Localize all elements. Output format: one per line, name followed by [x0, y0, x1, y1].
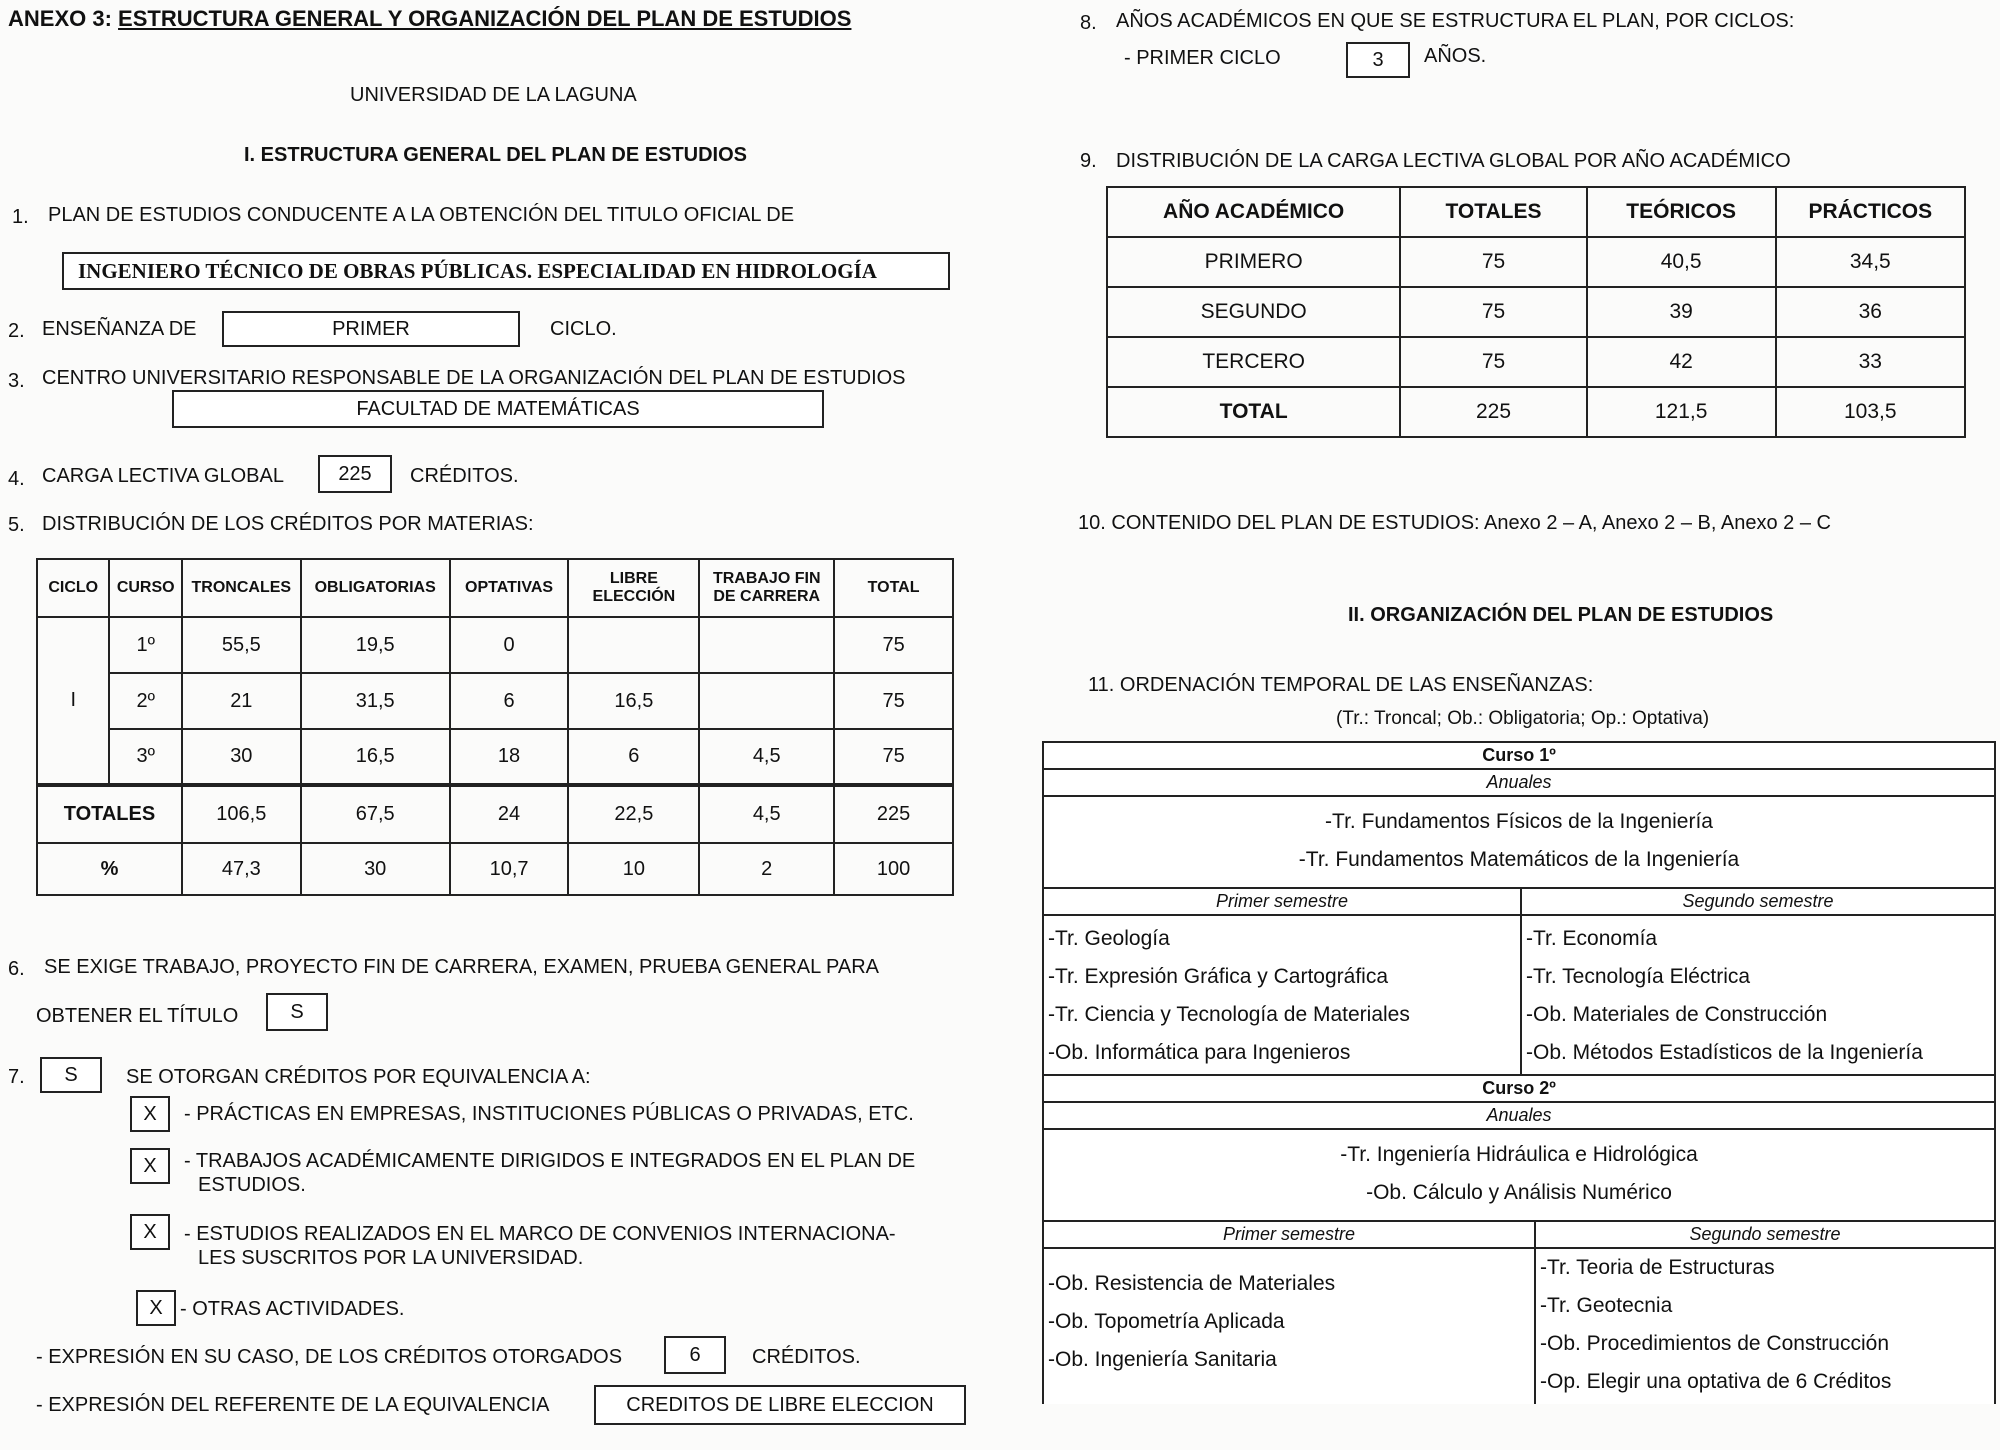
degree-title-box: INGENIERO TÉCNICO DE OBRAS PÚBLICAS. ESPECIALIDAD EN HIDROLOGÍA [62, 252, 950, 290]
table-row: PRIMERO 75 40,5 34,5 [1107, 237, 1965, 287]
list-item: -Ob. Resistencia de Materiales [1048, 1272, 1336, 1295]
curso-1-title: Curso 1º [1044, 743, 1994, 770]
ciclo-cell: I [37, 617, 109, 785]
curso-2-title: Curso 2º [1044, 1076, 1994, 1103]
ciclo-box: PRIMER [222, 311, 520, 347]
curso-2-anuales [1044, 1130, 1994, 1222]
item-4-number: 4. [8, 468, 25, 490]
list-item: -Tr. Ciencia y Tecnología de Materiales [1048, 1003, 1410, 1026]
list-item: -Tr. Ingeniería Hidráulica e Hidrológica [1340, 1143, 1698, 1166]
col-curso: CURSO [109, 559, 181, 617]
item-10-value: Anexo 2 – A, Anexo 2 – B, Anexo 2 – C [1484, 512, 1831, 534]
practicas-checkbox[interactable]: X [130, 1096, 170, 1132]
col-libre-eleccion: LIBRE ELECCIÓN [568, 559, 699, 617]
list-item: -Tr. Fundamentos Matemáticos de la Ingeniería [1298, 848, 1740, 871]
section-2-title: II. ORGANIZACIÓN DEL PLAN DE ESTUDIOS [1348, 604, 1774, 626]
referente-box: CREDITOS DE LIBRE ELECCION [594, 1385, 966, 1425]
list-item: -Tr. Tecnología Eléctrica [1526, 965, 1751, 988]
item-8-number: 8. [1080, 12, 1097, 34]
table-row: 3º 30 16,5 18 6 4,5 75 [37, 729, 953, 785]
table-row: I 1º 55,5 19,5 0 75 [37, 617, 953, 673]
trabajos-label: - TRABAJOS ACADÉMICAMENTE DIRIGIDOS E INTEGRADOS EN EL PLAN DE [184, 1150, 916, 1172]
list-item: -Tr. Teoria de Estructuras [1540, 1256, 1775, 1279]
convenios-checkbox[interactable]: X [130, 1214, 170, 1250]
col-optativas: OPTATIVAS [450, 559, 569, 617]
item-9-number: 9. [1080, 150, 1097, 172]
list-item: -Tr. Geotecnia [1540, 1294, 1673, 1317]
item-6-label: SE EXIGE TRABAJO, PROYECTO FIN DE CARRERA, EXAMEN, PRUEBA GENERAL PARA [44, 956, 880, 978]
item-3-label: CENTRO UNIVERSITARIO RESPONSABLE DE LA ORGANIZACIÓN DEL PLAN DE ESTUDIOS [42, 367, 906, 389]
item-10-number: 10. [1078, 512, 1106, 534]
item-8-sub: - PRIMER CICLO [1124, 47, 1281, 69]
anos-box: 3 [1346, 42, 1410, 78]
list-item: -Ob. Informática para Ingenieros [1048, 1041, 1351, 1064]
university-name: UNIVERSIDAD DE LA LAGUNA [350, 84, 637, 106]
otras-checkbox[interactable]: X [136, 1290, 176, 1326]
curso-1-sem1-label: Primer semestre [1044, 889, 1520, 916]
item-7-label: SE OTORGAN CRÉDITOS POR EQUIVALENCIA A: [126, 1066, 591, 1088]
totales-row: TOTALES 106,5 67,5 24 22,5 4,5 225 [37, 785, 953, 843]
table-row: SEGUNDO 75 39 36 [1107, 287, 1965, 337]
list-item: -Ob. Materiales de Construcción [1526, 1003, 1828, 1026]
item-6-label-2: OBTENER EL TÍTULO [36, 1005, 239, 1027]
percent-row: % 47,3 30 10,7 10 2 100 [37, 843, 953, 895]
item-1-label: PLAN DE ESTUDIOS CONDUCENTE A LA OBTENCIÓN DEL TITULO OFICIAL DE [48, 204, 795, 226]
table-row: TERCERO 75 42 33 [1107, 337, 1965, 387]
equivalencia-box: S [40, 1057, 102, 1093]
item-11-legend: (Tr.: Troncal; Ob.: Obligatoria; Op.: Optativa) [1336, 708, 1710, 729]
col-trabajo-fin: TRABAJO FIN DE CARRERA [699, 559, 834, 617]
list-item: -Tr. Economía [1526, 927, 1658, 950]
anexo-title: ESTRUCTURA GENERAL Y ORGANIZACIÓN DEL PLAN DE ESTUDIOS [118, 6, 852, 31]
item-4-label: CARGA LECTIVA GLOBAL [42, 465, 284, 487]
item-11-label: 11. ORDENACIÓN TEMPORAL DE LAS ENSEÑANZAS: [1088, 674, 1594, 696]
list-item: -Ob. Ingeniería Sanitaria [1048, 1348, 1277, 1371]
carga-lectiva-box: 225 [318, 455, 392, 493]
col-ciclo: CICLO [37, 559, 109, 617]
table-header-row [37, 559, 953, 617]
convenios-label-2: LES SUSCRITOS POR LA UNIVERSIDAD. [198, 1247, 584, 1269]
list-item: -Tr. Fundamentos Físicos de la Ingeniería [1325, 810, 1713, 833]
list-item: -Op. Elegir una optativa de 6 Créditos [1540, 1370, 1892, 1393]
titulo-requisito-box: S [266, 993, 328, 1031]
item-1-number: 1. [12, 206, 29, 228]
list-item: -Ob. Procedimientos de Construcción [1540, 1332, 1889, 1355]
item-8-suffix: AÑOS. [1424, 45, 1487, 67]
table-header-row: AÑO ACADÉMICO TOTALES TEÓRICOS PRÁCTICOS [1107, 187, 1965, 237]
item-7-number: 7. [8, 1066, 25, 1088]
item-10-label: CONTENIDO DEL PLAN DE ESTUDIOS: [1111, 512, 1480, 534]
col-troncales: TRONCALES [182, 559, 301, 617]
item-6-number: 6. [8, 958, 25, 980]
curso-1-anuales [1044, 797, 1994, 889]
col-total: TOTAL [834, 559, 953, 617]
list-item: -Tr. Expresión Gráfica y Cartográfica [1048, 965, 1388, 988]
section-1-title: I. ESTRUCTURA GENERAL DEL PLAN DE ESTUDIOS [244, 144, 748, 166]
item-5-label: DISTRIBUCIÓN DE LOS CRÉDITOS POR MATERIAS: [42, 513, 534, 535]
carga-anual-table [1106, 186, 1966, 438]
item-9-label: DISTRIBUCIÓN DE LA CARGA LECTIVA GLOBAL POR AÑO ACADÉMICO [1116, 150, 1791, 172]
curso-2-sem2-label: Segundo semestre [1536, 1222, 1994, 1249]
total-row: TOTAL 225 121,5 103,5 [1107, 387, 1965, 437]
convenios-label: - ESTUDIOS REALIZADOS EN EL MARCO DE CONVENIOS INTERNACIONA- [184, 1223, 896, 1245]
trabajos-label-2: ESTUDIOS. [198, 1174, 306, 1196]
item-3-number: 3. [8, 370, 25, 392]
list-item: -Ob. Topometría Aplicada [1048, 1310, 1285, 1333]
item-4-suffix: CRÉDITOS. [410, 465, 519, 487]
item-2-label: ENSEÑANZA DE [42, 318, 197, 340]
curso-1-semestres [1044, 889, 1994, 1076]
expr-creditos-suffix: CRÉDITOS. [752, 1346, 861, 1368]
curso-2-semestres [1044, 1222, 1994, 1404]
centro-box: FACULTAD DE MATEMÁTICAS [172, 390, 824, 428]
item-2-number: 2. [8, 320, 25, 342]
practicas-label: - PRÁCTICAS EN EMPRESAS, INSTITUCIONES PÚBLICAS O PRIVADAS, ETC. [184, 1103, 914, 1125]
item-8-label: AÑOS ACADÉMICOS EN QUE SE ESTRUCTURA EL PLAN, POR CICLOS: [1116, 10, 1795, 32]
item-10 [1078, 512, 1831, 535]
curso-1-sem2-label: Segundo semestre [1522, 889, 1994, 916]
list-item: -Tr. Geología [1048, 927, 1170, 950]
list-item: -Ob. Cálculo y Análisis Numérico [1366, 1181, 1672, 1204]
creditos-materias-table [36, 558, 954, 896]
curso-2-sem1-label: Primer semestre [1044, 1222, 1534, 1249]
expr-referente-label: - EXPRESIÓN DEL REFERENTE DE LA EQUIVALENCIA [36, 1394, 550, 1416]
ordenacion-temporal-table [1042, 741, 1996, 1404]
otras-label: - OTRAS ACTIVIDADES. [180, 1298, 405, 1320]
curso-2-anuales-label: Anuales [1044, 1103, 1994, 1130]
item-5-number: 5. [8, 514, 25, 536]
table-row: 2º 21 31,5 6 16,5 75 [37, 673, 953, 729]
list-item: -Ob. Métodos Estadísticos de la Ingeniería [1526, 1041, 1923, 1064]
item-2-suffix: CICLO. [550, 318, 617, 340]
col-obligatorias: OBLIGATORIAS [301, 559, 450, 617]
curso-1-anuales-label: Anuales [1044, 770, 1994, 797]
trabajos-checkbox[interactable]: X [130, 1148, 170, 1184]
anexo-heading: ANEXO 3: ESTRUCTURA GENERAL Y ORGANIZACIÓN DEL PLAN DE ESTUDIOS [8, 6, 852, 31]
creditos-otorgados-box: 6 [664, 1336, 726, 1374]
expr-creditos-label: - EXPRESIÓN EN SU CASO, DE LOS CRÉDITOS OTORGADOS [36, 1346, 623, 1368]
